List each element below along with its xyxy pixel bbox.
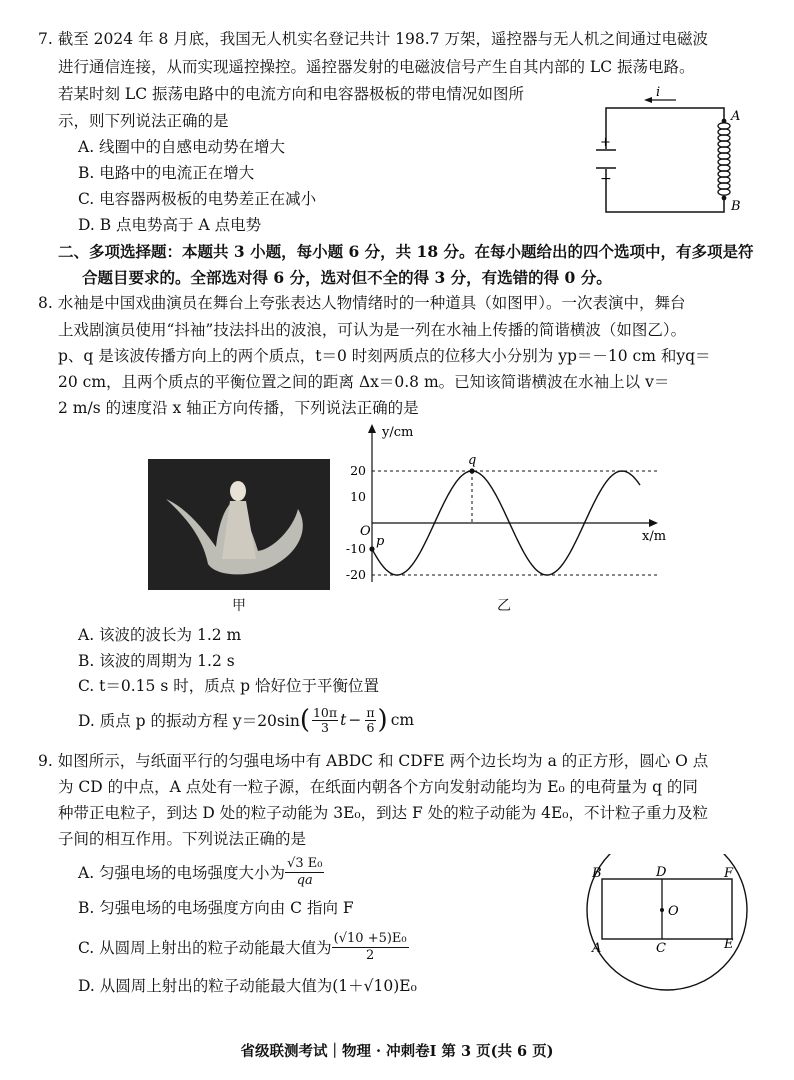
q8-option-b: B. 该波的周期为 1.2 s [78, 652, 235, 670]
q8-d-minus: − [348, 711, 362, 729]
q9-a-den: qa [296, 872, 313, 888]
x-axis-arrow [649, 519, 658, 527]
q7-option-b: B. 电路中的电流正在增大 [78, 164, 255, 182]
label-a: A [592, 941, 602, 956]
q8-stem-line-1: 8. 水袖是中国戏曲演员在舞台上夸张表达人物情绪时的一种道具（如图甲）。一次表演中，舞台 [38, 294, 686, 312]
q8-stem-line-2: 上戏剧演员使用“抖袖”技法抖出的波浪，可认为是一列在水袖上传播的简谐横波（如图乙）。 [58, 321, 687, 339]
y-axis-label: y/cm [382, 425, 414, 440]
y-tick-label-1: 10 [350, 489, 366, 504]
q9-stem-line-2: 为 CD 的中点，A 点处有一粒子源，在纸面内朝各个方向发射动能均为 E₀ 的电荷量为 q 的同 [58, 778, 698, 796]
q8-option-c: C. t＝0.15 s 时，质点 p 恰好位于平衡位置 [78, 677, 379, 695]
q7-option-c: C. 电容器两极板的电势差正在减小 [78, 190, 317, 208]
q8-stem-line-3: p、q 是该波传播方向上的两个质点，t＝0 时刻两质点的位移大小分别为 yp＝－10 cm 和yq＝ [58, 347, 711, 365]
q8-d-t: t [340, 711, 347, 729]
current-label: i [656, 86, 661, 100]
q9-option-c-prefix: C. 从圆周上射出的粒子动能最大值为 [78, 939, 332, 957]
q9-option-b: B. 匀强电场的电场强度方向由 C 指向 F [78, 899, 354, 917]
label-b: B [592, 866, 602, 881]
q8-stem-line-5: 2 m/s 的速度沿 x 轴正方向传播，下列说法正确的是 [58, 399, 419, 417]
lc-circuit-diagram [588, 86, 748, 218]
q8-d-frac1-den: 3 [321, 719, 329, 735]
q9-stem-line-4: 子间的相互作用。下列说法正确的是 [58, 830, 307, 848]
q9-option-d: D. 从圆周上射出的粒子动能最大值为(1＋√10)E₀ [78, 977, 417, 995]
q9-c-num: (√10 +5)E₀ [333, 930, 407, 946]
q8-d-frac2-den: 6 [366, 719, 375, 735]
x-axis-label: x/m [642, 529, 667, 544]
q7-stem-line-3: 若某时刻 LC 振荡电路中的电流方向和电容器极板的带电情况如图所 [58, 85, 525, 103]
capacitor-plus-label: + [600, 135, 611, 150]
label-c: C [656, 941, 666, 956]
q8-d-unit: cm [390, 711, 415, 729]
q9-a-num: √3 E₀ [287, 855, 323, 871]
node-a-dot [722, 119, 727, 124]
node-b-label: B [731, 199, 741, 214]
circuit-wire [606, 108, 724, 212]
q8-d-frac1-num: 10π [312, 704, 338, 720]
q9-c-den: 2 [366, 947, 375, 963]
q7-option-d: D. B 点电势高于 A 点电势 [78, 216, 262, 234]
label-f: F [724, 866, 734, 881]
q9-stem-line-3: 种带正电粒子，到达 D 处的粒子动能为 3E₀，到达 F 处的粒子动能为 4E₀，不计粒子重力及粒 [58, 804, 709, 822]
q7-stem-line-2: 进行通信连接，从而实现遥控操控。遥控器发射的电磁波信号产生自其内部的 LC 振荡电路。 [58, 58, 695, 76]
point-q-label: q [468, 453, 477, 468]
origin-label: O [360, 524, 371, 539]
q9-stem-line-1: 9. 如图所示，与纸面平行的匀强电场中有 ABDC 和 CDFE 两个边长均为 a 的正方形，圆心 O 点 [38, 752, 709, 770]
q9-option-a [78, 853, 324, 891]
point-p-label: p [376, 534, 385, 549]
label-e: E [724, 937, 734, 952]
y-tick-label-3: -20 [345, 567, 366, 582]
y-axis-arrow [368, 424, 376, 433]
section2-title: 二、多项选择题：本题共 3 小题，每小题 6 分，共 18 分。在每小题给出的四个选项中，有多项是符 [58, 242, 754, 261]
q8-option-d-prefix: D. 质点 p 的振动方程 y＝20sin [78, 712, 300, 730]
point-q [469, 468, 474, 473]
section2-note: 合题目要求的。全部选对得 6 分，选对但不全的得 3 分，有选错的得 0 分。 [82, 268, 612, 287]
y-tick-label-2: -10 [345, 541, 366, 556]
circle [587, 854, 747, 990]
performer-head [230, 481, 246, 501]
q8-d-frac2-num: π [366, 704, 375, 720]
page-footer: 省级联测考试｜物理 · 冲刺卷Ⅰ 第 3 页(共 6 页) [240, 1043, 554, 1060]
q8-option-a: A. 该波的波长为 1.2 m [78, 626, 242, 644]
node-b-dot [722, 196, 727, 201]
fig-b-caption: 乙 [497, 598, 511, 614]
center-o-dot [660, 908, 664, 912]
wave-chart [340, 420, 670, 590]
label-d: D [656, 865, 667, 880]
q9-option-c [78, 928, 409, 966]
q7-stem-line-1: 7. 截至 2024 年 8 月底，我国无人机实名登记共计 198.7 万架，遥控器与无人机之间通过电磁波 [38, 30, 708, 48]
capacitor-minus-label: − [600, 171, 612, 187]
node-a-label: A [731, 109, 741, 124]
rectangle-bdfe [602, 879, 732, 939]
label-o: O [668, 904, 679, 919]
q7-option-a: A. 线圈中的自感电动势在增大 [78, 138, 286, 156]
y-tick-label-0: 20 [350, 463, 366, 478]
q8-option-d: D. 质点 p 的振动方程 y＝20sin ( $\frac{10\pi}{3}$ t − $\frac{\pi}{6}$ ) cm [78, 704, 415, 735]
circle-square-diagram [586, 854, 756, 1014]
q8-stem-line-4: 20 cm，且两个质点的平衡位置之间的距离 Δx＝0.8 m。已知该简谐横波在水袖上以 v＝ [58, 373, 670, 391]
point-p [369, 546, 374, 551]
fig-a-caption: 甲 [232, 598, 246, 614]
water-sleeve-photo [148, 459, 330, 590]
q9-option-a-prefix: A. 匀强电场的电场强度大小为 [78, 864, 286, 882]
q7-stem-line-4: 示，则下列说法正确的是 [58, 112, 229, 130]
